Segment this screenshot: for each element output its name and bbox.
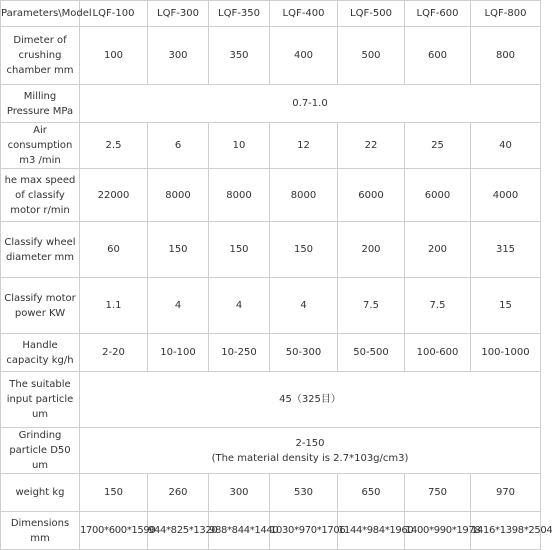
parameter-label: Dimeter of crushing chamber mm [1,27,80,85]
value-cell: 300 [148,27,209,85]
value-cell: 400 [270,27,338,85]
value-cell: 2-20 [80,334,148,372]
value-cell: 50-300 [270,334,338,372]
value-cell: 7.5 [405,278,471,334]
value-cell: 2.5 [80,123,148,169]
parameter-label: Milling Pressure MPa [1,85,80,123]
parameter-label: weight kg [1,474,80,512]
value-cell: 7.5 [338,278,405,334]
value-cell: 4 [148,278,209,334]
merged-value-cell: 0.7-1.0 [80,85,541,123]
table-row [1,428,541,474]
header-cell: LQF-300 [148,1,209,27]
merged-value-cell: 45（325目） [80,372,541,428]
value-cell: 350 [209,27,270,85]
value-cell: 4 [270,278,338,334]
value-cell: 200 [338,222,405,278]
value-cell: 1030*970*1706 [270,512,338,550]
value-cell: 150 [80,474,148,512]
header-cell: LQF-350 [209,1,270,27]
value-cell: 100-1000 [471,334,541,372]
parameter-label: Air consumption m3 /min [1,123,80,169]
value-cell: 100 [80,27,148,85]
merged-value-cell: 2-150 (The material density is 2.7*103g/cm3) [80,428,541,474]
header-cell: LQF-600 [405,1,471,27]
value-cell: 260 [148,474,209,512]
table-row [1,334,541,372]
value-cell: 1144*984*1960 [338,512,405,550]
value-cell: 60 [80,222,148,278]
value-cell: 100-600 [405,334,471,372]
value-cell: 10 [209,123,270,169]
value-cell: 6000 [338,169,405,222]
table-row [1,27,541,85]
value-cell: 8000 [148,169,209,222]
header-cell: LQF-100 [80,1,148,27]
value-cell: 970 [471,474,541,512]
header-cell: LQF-400 [270,1,338,27]
header-cell: LQF-500 [338,1,405,27]
value-cell: 600 [405,27,471,85]
value-cell: 150 [148,222,209,278]
value-cell: 22000 [80,169,148,222]
value-cell: 10-250 [209,334,270,372]
value-cell: 1700*600*1590 [80,512,148,550]
value-cell: 4 [209,278,270,334]
value-cell: 6 [148,123,209,169]
table-row [1,85,541,123]
value-cell: 15 [471,278,541,334]
value-cell: 4000 [471,169,541,222]
value-cell: 944*825*1320 [148,512,209,550]
parameter-label: Dimensions mm [1,512,80,550]
parameter-label: Handle capacity kg/h [1,334,80,372]
table-row [1,169,541,222]
value-cell: 800 [471,27,541,85]
value-cell: 150 [270,222,338,278]
value-cell: 50-500 [338,334,405,372]
value-cell: 25 [405,123,471,169]
value-cell: 1.1 [80,278,148,334]
value-cell: 10-100 [148,334,209,372]
value-cell: 8000 [209,169,270,222]
value-cell: 530 [270,474,338,512]
value-cell: 150 [209,222,270,278]
parameter-label: The suitable input particle um [1,372,80,428]
value-cell: 12 [270,123,338,169]
table-row [1,278,541,334]
header-row [1,1,541,27]
value-cell: 500 [338,27,405,85]
value-cell: 750 [405,474,471,512]
value-cell: 300 [209,474,270,512]
table-row [1,512,541,550]
value-cell: 6000 [405,169,471,222]
value-cell: 1400*990*1978 [405,512,471,550]
table-row [1,222,541,278]
value-cell: 650 [338,474,405,512]
table-row [1,372,541,428]
value-cell: 8000 [270,169,338,222]
value-cell: 40 [471,123,541,169]
value-cell: 1416*1398*2504 [471,512,541,550]
value-cell: 315 [471,222,541,278]
value-cell: 200 [405,222,471,278]
header-cell: Parameters\Model [1,1,80,27]
table-row [1,474,541,512]
parameter-label: Classify wheel diameter mm [1,222,80,278]
parameter-label: he max speed of classify motor r/min [1,169,80,222]
header-cell: LQF-800 [471,1,541,27]
table-row [1,123,541,169]
value-cell: 988*844*1440 [209,512,270,550]
parameter-label: Classify motor power KW [1,278,80,334]
value-cell: 22 [338,123,405,169]
parameter-label: Grinding particle D50 um [1,428,80,474]
